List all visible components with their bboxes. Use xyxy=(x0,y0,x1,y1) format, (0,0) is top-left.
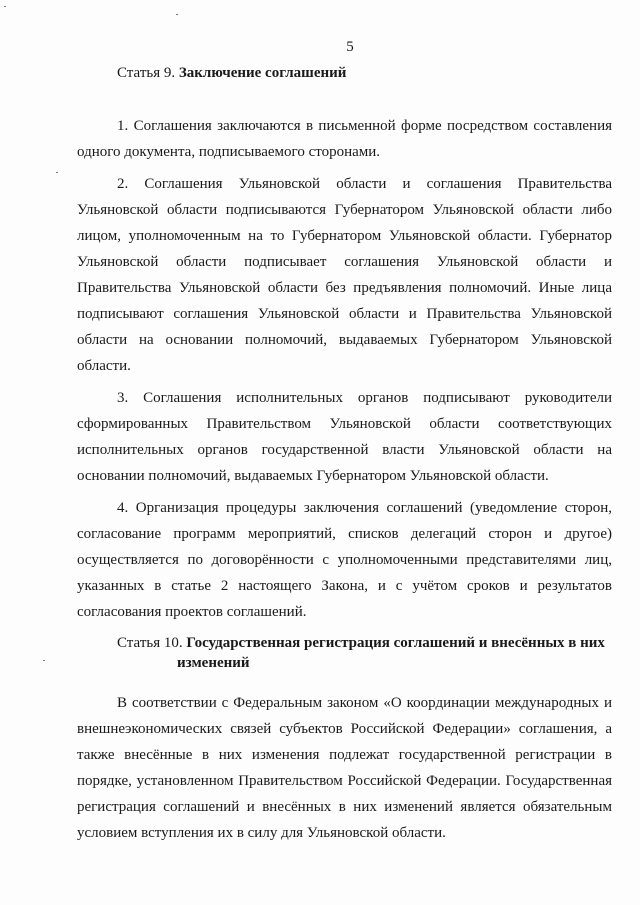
article-10-body xyxy=(77,690,612,846)
scan-speck xyxy=(176,14,178,15)
article-10-paragraph-1: В соответствии с Федеральным законом «О координации международных и внешнеэкономических связей субъектов Российской Федерации» соглашения, а также внесённые в них изменения подлежат государственной регистрации в порядке, установленном Правительством Российской Федерации. Государственная регистрация соглашений и внесённых в них изменений является обязательным условием вступления их в силу для Ульяновской области. xyxy=(77,695,612,841)
article-10-heading xyxy=(117,633,617,673)
article-9-paragraph-3: 3. Соглашения исполнительных органов подписывают руководители сформированных Правительством Ульяновской области соответствующих исполнительных органов государственной власти Ульяновской области на основании полномочий, выдаваемых Губернатором Ульяновской области. xyxy=(77,390,612,484)
article-9-label: Статья 9. xyxy=(117,65,176,81)
scan-speck xyxy=(56,172,58,173)
scan-speck xyxy=(4,6,6,7)
article-9-paragraph-1: 1. Соглашения заключаются в письменной форме посредством составления одного документа, подписываемого сторонами. xyxy=(77,118,612,160)
article-9-title: Заключение соглашений xyxy=(178,65,347,81)
article-10-title-line-1: Государственная регистрация соглашений и внесённых в них xyxy=(186,635,605,651)
article-9-paragraph-4: 4. Организация процедуры заключения соглашений (уведомление сторон, согласование программ мероприятий, списков делегаций сторон и другое) осуществляется по договорённости с уполномоченными представителями лиц, указанных в статье 2 настоящего Закона, и с учётом сроков и результатов согласования проектов соглашений. xyxy=(77,500,612,620)
article-10-label: Статья 10. xyxy=(117,635,183,651)
article-9-heading xyxy=(117,63,346,83)
page-number: 5 xyxy=(346,39,354,55)
scan-speck xyxy=(43,660,45,661)
article-10-title-line-2: изменений xyxy=(177,655,250,671)
article-9-body xyxy=(77,113,612,625)
article-9-paragraph-2: 2. Соглашения Ульяновской области и соглашения Правительства Ульяновской области подписываются Губернатором Ульяновской области либо лицом, уполномоченным на то Губернатором Ульяновской области. Губернатор Ульяновской области подписывает соглашения Ульяновской области и Правительства Ульяновской области без предъявления полномочий. Иные лица подписывают соглашения Ульяновской области и Правительства Ульяновской области на основании полномочий, выдаваемых Губернатором Ульяновской области. xyxy=(77,176,612,374)
